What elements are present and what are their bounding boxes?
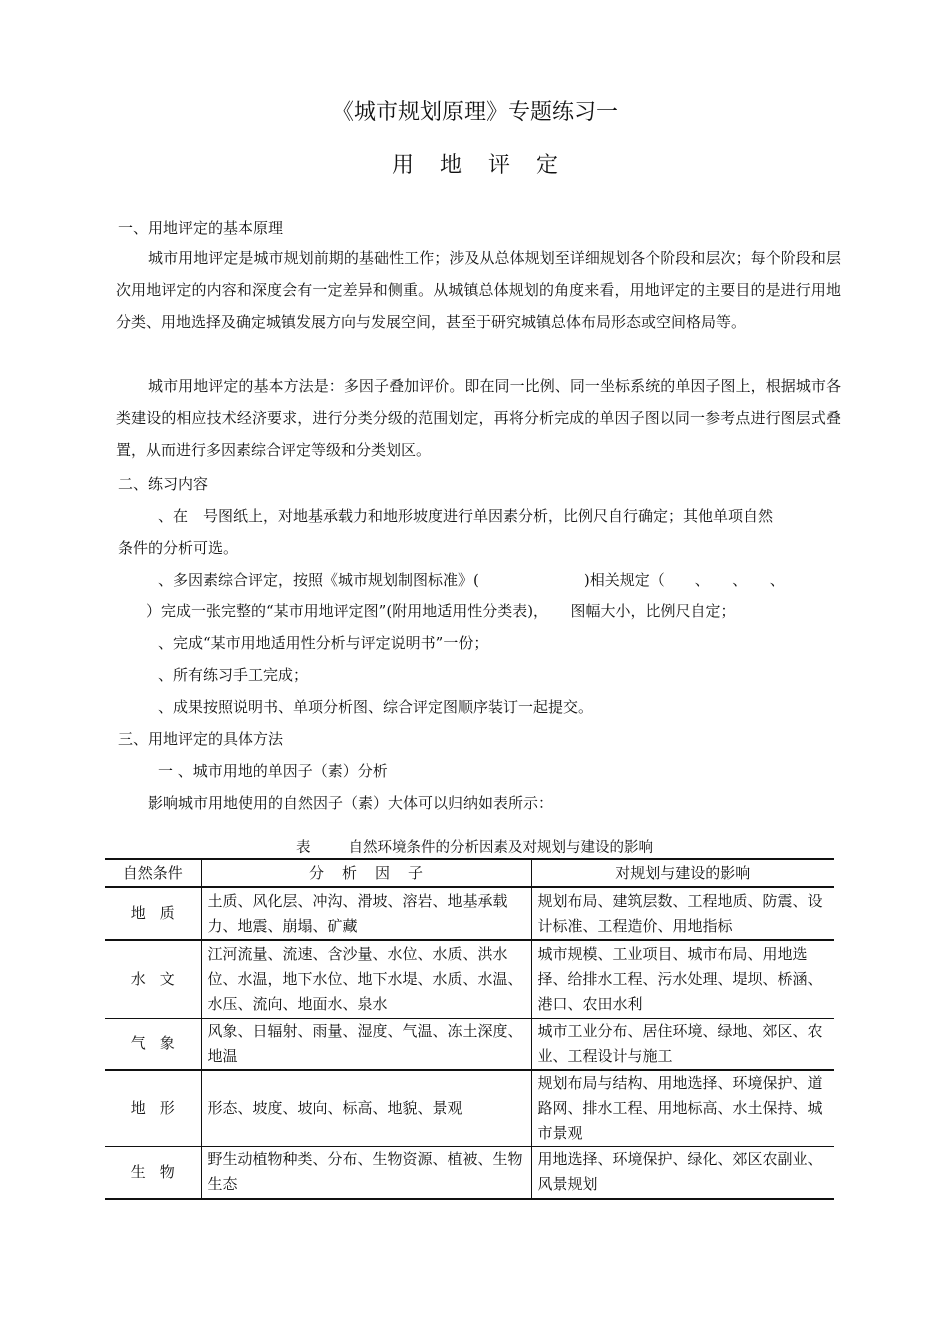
section-1-heading: 一、用地评定的基本原理 bbox=[118, 219, 284, 237]
table-header-row bbox=[105, 859, 834, 887]
row-factors: 形态、坡度、坡向、标高、地貌、景观 bbox=[201, 1070, 531, 1147]
section-1-paragraph-1: 城市用地评定是城市规划前期的基础性工作；涉及从总体规划至详细规划各个阶段和层次；每个阶段和层次用地评定的内容和深度会有一定差异和侧重。从城镇总体规划的角度来看，用地评定的主要目的是进行用地分类、用地选择及确定城镇发展方向与发展空间，甚至于研究城镇总体布局形态或空间格局等。 bbox=[116, 249, 841, 331]
section-3-subheading: 一 、城市用地的单因子（素）分析 bbox=[158, 762, 388, 780]
row-impact: 规划布局与结构、用地选择、环境保护、道路网、排水工程、用地标高、水土保持、城市景观 bbox=[531, 1070, 834, 1147]
section-1-paragraph-2: 城市用地评定的基本方法是：多因子叠加评价。即在同一比例、同一坐标系统的单因子图上，根据城市各类建设的相应技术经济要求，进行分类分级的范围划定，再将分析完成的单因子图以同一参考点进行图层式叠置，从而进行多因素综合评定等级和分类划区。 bbox=[116, 377, 841, 459]
natural-conditions-table bbox=[105, 858, 834, 1200]
document-title: 《城市规划原理》专题练习一 bbox=[331, 100, 618, 125]
table-caption-text: 自然环境条件的分析因素及对规划与建设的影响 bbox=[348, 840, 653, 856]
row-impact: 城市工业分布、居住环境、绿地、郊区、农业、工程设计与施工 bbox=[531, 1018, 834, 1070]
document-subtitle: 用地评定 bbox=[391, 153, 584, 178]
section-2-heading: 二、练习内容 bbox=[118, 475, 209, 493]
table-row bbox=[105, 940, 834, 1018]
section-3-heading: 三、用地评定的具体方法 bbox=[118, 730, 284, 748]
table-row bbox=[105, 1070, 834, 1147]
row-condition: 地形 bbox=[105, 1070, 201, 1147]
exercise-item-3: 、完成“某市用地适用性分析与评定说明书”一份； bbox=[158, 634, 489, 652]
row-condition: 水文 bbox=[105, 940, 201, 1018]
table-caption-label: 表 bbox=[296, 840, 311, 856]
row-impact: 用地选择、环境保护、绿化、郊区农副业、风景规划 bbox=[531, 1147, 834, 1199]
row-condition: 地质 bbox=[105, 887, 201, 940]
row-factors: 风象、日辐射、雨量、湿度、气温、冻土深度、地温 bbox=[201, 1018, 531, 1070]
exercise-item-1-line-2: 条件的分析可选。 bbox=[118, 539, 239, 557]
exercise-item-4: 、所有练习手工完成； bbox=[158, 666, 309, 684]
header-impact: 对规划与建设的影响 bbox=[531, 859, 834, 887]
table-caption bbox=[296, 836, 653, 857]
row-factors: 土质、风化层、冲沟、滑坡、溶岩、地基承载力、地震、崩塌、矿藏 bbox=[201, 887, 531, 940]
header-factors: 分析因子 bbox=[201, 859, 531, 887]
table-row bbox=[105, 1018, 834, 1070]
exercise-item-2-line-1: 、多因素综合评定，按照《城市规划制图标准》( )相关规定（ 、 、 、 bbox=[158, 571, 785, 589]
header-condition: 自然条件 bbox=[105, 859, 201, 887]
exercise-item-1-line-1: 、在 号图纸上，对地基承载力和地形坡度进行单因素分析，比例尺自行确定；其他单项自然 bbox=[158, 507, 774, 525]
exercise-item-5: 、成果按照说明书、单项分析图、综合评定图顺序装订一起提交。 bbox=[158, 698, 594, 716]
row-factors: 江河流量、流速、含沙量、水位、水质、洪水位、水温，地下水位、地下水堤、水质、水温、水压、流向、地面水、泉水 bbox=[201, 940, 531, 1018]
exercise-item-2-line-2: ）完成一张完整的“某市用地评定图”(附用地适用性分类表)， 图幅大小，比例尺自定； bbox=[146, 602, 736, 620]
row-impact: 城市规模、工业项目、城市布局、用地选择、给排水工程、污水处理、堤坝、桥涵、港口、农田水利 bbox=[531, 940, 834, 1018]
row-factors: 野生动植物种类、分布、生物资源、植被、生物生态 bbox=[201, 1147, 531, 1199]
table-row bbox=[105, 887, 834, 940]
row-condition: 气象 bbox=[105, 1018, 201, 1070]
section-3-intro: 影响城市用地使用的自然因子（素）大体可以归纳如表所示： bbox=[148, 794, 554, 812]
row-condition: 生物 bbox=[105, 1147, 201, 1199]
row-impact: 规划布局、建筑层数、工程地质、防震、设计标准、工程造价、用地指标 bbox=[531, 887, 834, 940]
table-row bbox=[105, 1147, 834, 1199]
